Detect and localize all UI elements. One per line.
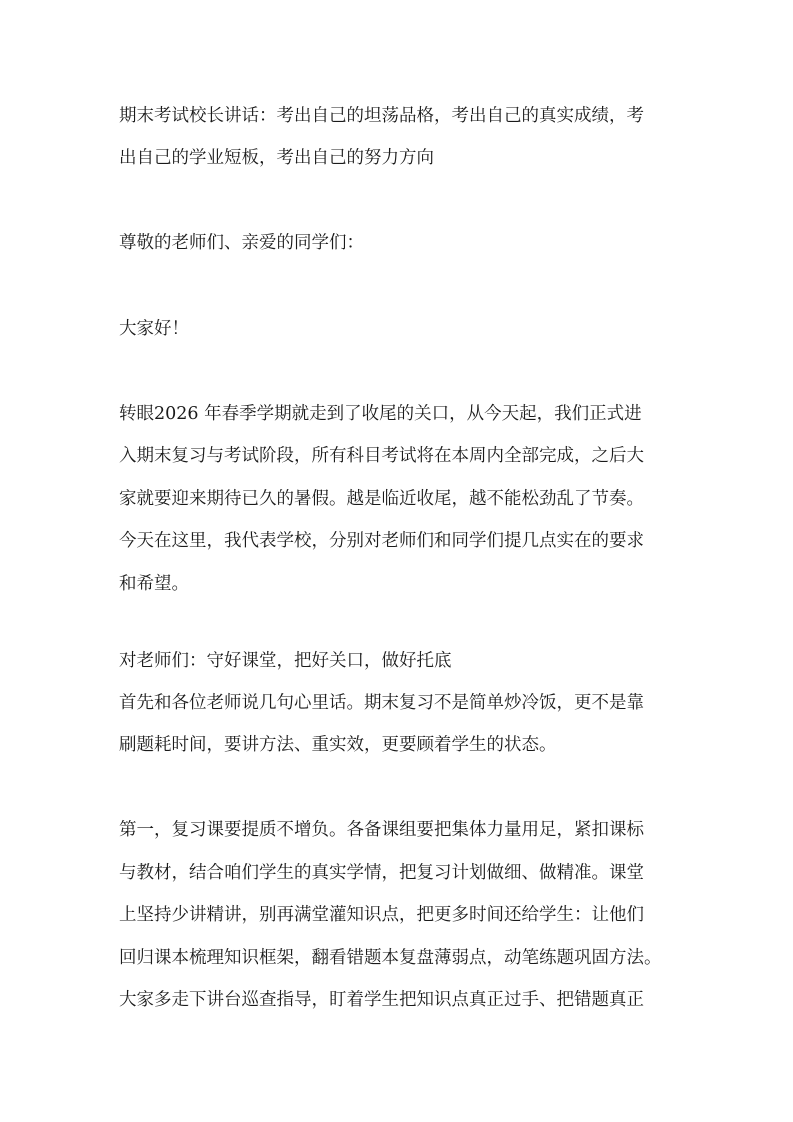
section-intro-line-1: 首先和各位老师说几句心里话。期末复习不是简单炒冷饭，更不是靠	[119, 693, 644, 713]
section-intro-line-2: 刷题耗时间，要讲方法、重实效，更要顾着学生的状态。	[119, 735, 557, 755]
point1-line-1: 第一，复习课要提质不增负。各备课组要把集体力量用足，紧扣课标	[119, 820, 644, 840]
title-line-2: 出自己的学业短板，考出自己的努力方向	[119, 148, 434, 168]
hello-line: 大家好！	[119, 319, 189, 339]
intro-line-1: 转眼2026 年春季学期就走到了收尾的关口，从今天起，我们正式进	[119, 404, 642, 424]
title-line-1: 期末考试校长讲话：考出自己的坦荡品格，考出自己的真实成绩，考	[119, 106, 644, 126]
section-heading: 对老师们：守好课堂，把好关口，做好托底	[119, 651, 452, 671]
point1-line-2: 与教材，结合咱们学生的真实学情，把复习计划做细、做精准。课堂	[119, 863, 644, 883]
point1-line-5: 大家多走下讲台巡查指导，盯着学生把知识点真正过手、把错题真正	[119, 990, 644, 1010]
intro-line-5: 和希望。	[119, 574, 189, 594]
intro-line-4: 今天在这里，我代表学校，分别对老师们和同学们提几点实在的要求	[119, 531, 644, 551]
intro-line-2: 入期末复习与考试阶段，所有科目考试将在本周内全部完成，之后大	[119, 446, 644, 466]
intro-line-3: 家就要迎来期待已久的暑假。越是临近收尾，越不能松劲乱了节奏。	[119, 489, 644, 509]
greeting: 尊敬的老师们、亲爱的同学们：	[119, 233, 364, 253]
point1-line-3: 上坚持少讲精讲，别再满堂灌知识点，把更多时间还给学生：让他们	[119, 905, 644, 925]
point1-line-4: 回归课本梳理知识框架，翻看错题本复盘薄弱点，动笔练题巩固方法。	[119, 948, 662, 968]
